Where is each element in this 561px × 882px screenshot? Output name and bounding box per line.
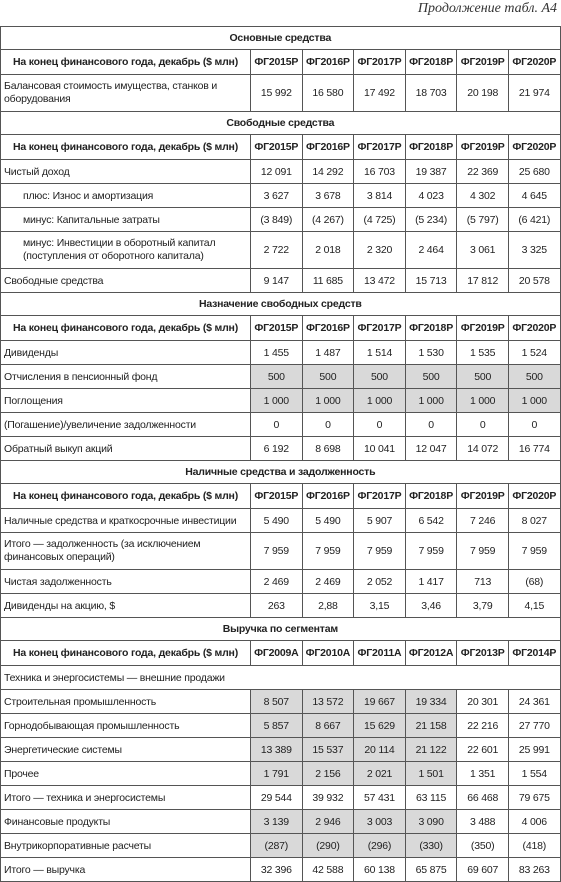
header-year: ФГ2015P bbox=[251, 50, 303, 75]
table-cell: 1 514 bbox=[354, 341, 406, 365]
table-cell: 500 bbox=[302, 365, 354, 389]
table-row bbox=[1, 666, 561, 690]
table-cell: 20 198 bbox=[457, 75, 509, 112]
header-year: ФГ2016P bbox=[302, 484, 354, 509]
table-cell: 20 578 bbox=[508, 269, 560, 293]
table-cell: 2 469 bbox=[302, 570, 354, 594]
section-title: Выручка по сегментам bbox=[1, 618, 561, 641]
header-year: ФГ2019P bbox=[457, 316, 509, 341]
table-cell: 3 627 bbox=[251, 184, 303, 208]
table-cell: 7 246 bbox=[457, 509, 509, 533]
table-cell: 29 544 bbox=[251, 786, 303, 810]
table-cell: 1 524 bbox=[508, 341, 560, 365]
table-row bbox=[1, 184, 561, 208]
table-cell: 1 000 bbox=[302, 389, 354, 413]
table-row bbox=[1, 834, 561, 858]
table-cell: 32 396 bbox=[251, 858, 303, 882]
table-cell: 4 645 bbox=[508, 184, 560, 208]
table-cell: 0 bbox=[508, 413, 560, 437]
header-row bbox=[1, 641, 561, 666]
table-row bbox=[1, 533, 561, 570]
table-cell: 65 875 bbox=[405, 858, 457, 882]
table-cell: 21 122 bbox=[405, 738, 457, 762]
row-label: Строительная промышленность bbox=[1, 690, 251, 714]
table-cell: 1 000 bbox=[405, 389, 457, 413]
table-row bbox=[1, 786, 561, 810]
table-row bbox=[1, 810, 561, 834]
table-cell: 66 468 bbox=[457, 786, 509, 810]
header-year: ФГ2018P bbox=[405, 316, 457, 341]
table-cell: 713 bbox=[457, 570, 509, 594]
table-cell: 19 667 bbox=[354, 690, 406, 714]
table-cell: (296) bbox=[354, 834, 406, 858]
section-title: Основные средства bbox=[1, 27, 561, 50]
header-year: ФГ2017P bbox=[354, 50, 406, 75]
table-cell: 1 535 bbox=[457, 341, 509, 365]
row-label: Горнодобывающая промышленность bbox=[1, 714, 251, 738]
table-cell: 60 138 bbox=[354, 858, 406, 882]
section-title-row bbox=[1, 27, 561, 50]
table-cell: 19 387 bbox=[405, 160, 457, 184]
header-row bbox=[1, 316, 561, 341]
table-cell: 2 021 bbox=[354, 762, 406, 786]
table-cell: 3 139 bbox=[251, 810, 303, 834]
table-cell: 2 464 bbox=[405, 232, 457, 269]
table-cell: 21 158 bbox=[405, 714, 457, 738]
header-year: ФГ2016P bbox=[302, 50, 354, 75]
table-cell: 6 192 bbox=[251, 437, 303, 461]
table-cell: 1 000 bbox=[251, 389, 303, 413]
table-cell: 1 530 bbox=[405, 341, 457, 365]
row-label: Балансовая стоимость имущества, станков и оборудования bbox=[1, 75, 251, 112]
section-title: Наличные средства и задолженность bbox=[1, 461, 561, 484]
table-cell: 20 301 bbox=[457, 690, 509, 714]
table-cell: 8 667 bbox=[302, 714, 354, 738]
table-cell: (290) bbox=[302, 834, 354, 858]
table-cell: 25 680 bbox=[508, 160, 560, 184]
table-caption: Продолжение табл. A4 bbox=[417, 1, 557, 16]
table-cell: 1 501 bbox=[405, 762, 457, 786]
table-cell: 69 607 bbox=[457, 858, 509, 882]
table-cell: (330) bbox=[405, 834, 457, 858]
table-cell: 3 090 bbox=[405, 810, 457, 834]
table-cell: 7 959 bbox=[405, 533, 457, 570]
header-year: ФГ2009A bbox=[251, 641, 303, 666]
table-cell: 1 417 bbox=[405, 570, 457, 594]
table-row bbox=[1, 690, 561, 714]
table-row bbox=[1, 75, 561, 112]
section-title-row bbox=[1, 461, 561, 484]
header-year: ФГ2017P bbox=[354, 484, 406, 509]
row-label: Обратный выкуп акций bbox=[1, 437, 251, 461]
table-row bbox=[1, 269, 561, 293]
header-year: ФГ2017P bbox=[354, 316, 406, 341]
table-cell: (418) bbox=[508, 834, 560, 858]
table-cell: 27 770 bbox=[508, 714, 560, 738]
table-body bbox=[1, 27, 561, 882]
table-cell: 20 114 bbox=[354, 738, 406, 762]
table-cell: 500 bbox=[457, 365, 509, 389]
header-year: ФГ2018P bbox=[405, 135, 457, 160]
row-label: Отчисления в пенсионный фонд bbox=[1, 365, 251, 389]
table-cell: 42 588 bbox=[302, 858, 354, 882]
header-label: На конец финансового года, декабрь ($ млн) bbox=[1, 316, 251, 341]
header-year: ФГ2020P bbox=[508, 50, 560, 75]
table-cell: 83 263 bbox=[508, 858, 560, 882]
table-cell: 22 216 bbox=[457, 714, 509, 738]
row-label: Дивиденды на акцию, $ bbox=[1, 594, 251, 618]
table-row bbox=[1, 365, 561, 389]
table-cell: 3 488 bbox=[457, 810, 509, 834]
table-cell: 3 061 bbox=[457, 232, 509, 269]
table-cell: 3 325 bbox=[508, 232, 560, 269]
header-year: ФГ2020P bbox=[508, 484, 560, 509]
table-row bbox=[1, 714, 561, 738]
header-year: ФГ2017P bbox=[354, 135, 406, 160]
table-cell: 0 bbox=[457, 413, 509, 437]
table-cell: 21 974 bbox=[508, 75, 560, 112]
table-cell: 39 932 bbox=[302, 786, 354, 810]
table-cell: 1 554 bbox=[508, 762, 560, 786]
table-cell: (5 797) bbox=[457, 208, 509, 232]
table-cell: 2 052 bbox=[354, 570, 406, 594]
table-row bbox=[1, 160, 561, 184]
row-label: Свободные средства bbox=[1, 269, 251, 293]
table-cell: 11 685 bbox=[302, 269, 354, 293]
table-cell: 500 bbox=[251, 365, 303, 389]
header-year: ФГ2010A bbox=[302, 641, 354, 666]
table-cell: 16 580 bbox=[302, 75, 354, 112]
header-year: ФГ2012A bbox=[405, 641, 457, 666]
table-cell: 5 490 bbox=[251, 509, 303, 533]
table-cell: 7 959 bbox=[508, 533, 560, 570]
table-cell: 6 542 bbox=[405, 509, 457, 533]
table-cell: (6 421) bbox=[508, 208, 560, 232]
table-cell: 1 351 bbox=[457, 762, 509, 786]
table-cell: 2 722 bbox=[251, 232, 303, 269]
table-cell: 4 006 bbox=[508, 810, 560, 834]
row-label: плюс: Износ и амортизация bbox=[1, 184, 251, 208]
table-cell: 3,79 bbox=[457, 594, 509, 618]
table-cell: 2 320 bbox=[354, 232, 406, 269]
table-cell: 13 572 bbox=[302, 690, 354, 714]
header-year: ФГ2019P bbox=[457, 135, 509, 160]
row-label: Чистый доход bbox=[1, 160, 251, 184]
table-cell: (4 267) bbox=[302, 208, 354, 232]
table-cell: 22 369 bbox=[457, 160, 509, 184]
section-title-row bbox=[1, 618, 561, 641]
table-row bbox=[1, 570, 561, 594]
row-label: Дивиденды bbox=[1, 341, 251, 365]
table-cell: 0 bbox=[405, 413, 457, 437]
table-cell: 7 959 bbox=[457, 533, 509, 570]
table-cell: 19 334 bbox=[405, 690, 457, 714]
header-year: ФГ2015P bbox=[251, 135, 303, 160]
header-label: На конец финансового года, декабрь ($ млн) bbox=[1, 484, 251, 509]
row-label: минус: Инвестиции в оборотный капитал (поступления от оборотного капитала) bbox=[1, 232, 251, 269]
header-row bbox=[1, 484, 561, 509]
table-cell: 2 156 bbox=[302, 762, 354, 786]
header-year: ФГ2014P bbox=[508, 641, 560, 666]
table-cell: 4 023 bbox=[405, 184, 457, 208]
table-row bbox=[1, 232, 561, 269]
table-cell: 4 302 bbox=[457, 184, 509, 208]
row-label: Финансовые продукты bbox=[1, 810, 251, 834]
table-cell: 3,46 bbox=[405, 594, 457, 618]
section-title-row bbox=[1, 293, 561, 316]
header-year: ФГ2019P bbox=[457, 484, 509, 509]
table-row bbox=[1, 413, 561, 437]
table-cell: 15 713 bbox=[405, 269, 457, 293]
table-cell: 500 bbox=[405, 365, 457, 389]
header-year: ФГ2019P bbox=[457, 50, 509, 75]
table-cell: 57 431 bbox=[354, 786, 406, 810]
row-label: Внутрикорпоративные расчеты bbox=[1, 834, 251, 858]
row-label: Итого — задолженность (за исключением финансовых операций) bbox=[1, 533, 251, 570]
table-cell: 13 389 bbox=[251, 738, 303, 762]
table-row bbox=[1, 389, 561, 413]
header-year: ФГ2020P bbox=[508, 316, 560, 341]
header-label: На конец финансового года, декабрь ($ млн) bbox=[1, 50, 251, 75]
table-cell: (68) bbox=[508, 570, 560, 594]
header-year: ФГ2016P bbox=[302, 316, 354, 341]
section-title: Свободные средства bbox=[1, 112, 561, 135]
table-cell: 5 490 bbox=[302, 509, 354, 533]
table-cell: 2 469 bbox=[251, 570, 303, 594]
table-cell: 17 492 bbox=[354, 75, 406, 112]
table-cell: 2 018 bbox=[302, 232, 354, 269]
table-cell: 500 bbox=[354, 365, 406, 389]
table-cell: 3 003 bbox=[354, 810, 406, 834]
header-year: ФГ2016P bbox=[302, 135, 354, 160]
table-cell: 14 292 bbox=[302, 160, 354, 184]
table-cell: 1 487 bbox=[302, 341, 354, 365]
table-cell: 15 629 bbox=[354, 714, 406, 738]
table-cell: 15 537 bbox=[302, 738, 354, 762]
table-row bbox=[1, 341, 561, 365]
header-year: ФГ2013P bbox=[457, 641, 509, 666]
table-cell: 3 678 bbox=[302, 184, 354, 208]
table-cell: 8 507 bbox=[251, 690, 303, 714]
table-cell: 0 bbox=[354, 413, 406, 437]
table-cell: 17 812 bbox=[457, 269, 509, 293]
row-label: минус: Капитальные затраты bbox=[1, 208, 251, 232]
row-label: Энергетические системы bbox=[1, 738, 251, 762]
table-cell: 25 991 bbox=[508, 738, 560, 762]
header-label: На конец финансового года, декабрь ($ млн) bbox=[1, 135, 251, 160]
row-label: Поглощения bbox=[1, 389, 251, 413]
table-cell: 12 047 bbox=[405, 437, 457, 461]
table-cell: (3 849) bbox=[251, 208, 303, 232]
row-label: Техника и энергосистемы — внешние продажи bbox=[1, 666, 561, 690]
section-title: Назначение свободных средств bbox=[1, 293, 561, 316]
table-cell: 15 992 bbox=[251, 75, 303, 112]
table-cell: 22 601 bbox=[457, 738, 509, 762]
header-year: ФГ2015P bbox=[251, 316, 303, 341]
table-cell: 10 041 bbox=[354, 437, 406, 461]
header-year: ФГ2018P bbox=[405, 50, 457, 75]
table-row bbox=[1, 437, 561, 461]
financial-table bbox=[0, 26, 561, 882]
table-cell: 3 814 bbox=[354, 184, 406, 208]
header-year: ФГ2015P bbox=[251, 484, 303, 509]
table-cell: 14 072 bbox=[457, 437, 509, 461]
header-row bbox=[1, 50, 561, 75]
table-row bbox=[1, 509, 561, 533]
table-cell: 7 959 bbox=[354, 533, 406, 570]
table-cell: 8 027 bbox=[508, 509, 560, 533]
table-cell: 63 115 bbox=[405, 786, 457, 810]
header-year: ФГ2020P bbox=[508, 135, 560, 160]
table-cell: 1 791 bbox=[251, 762, 303, 786]
header-label: На конец финансового года, декабрь ($ млн) bbox=[1, 641, 251, 666]
table-cell: 18 703 bbox=[405, 75, 457, 112]
row-label: (Погашение)/увеличение задолженности bbox=[1, 413, 251, 437]
table-row bbox=[1, 738, 561, 762]
table-cell: 1 000 bbox=[508, 389, 560, 413]
table-cell: 79 675 bbox=[508, 786, 560, 810]
header-row bbox=[1, 135, 561, 160]
table-cell: 0 bbox=[302, 413, 354, 437]
header-year: ФГ2011A bbox=[354, 641, 406, 666]
table-cell: 7 959 bbox=[302, 533, 354, 570]
table-cell: 24 361 bbox=[508, 690, 560, 714]
table-cell: 5 857 bbox=[251, 714, 303, 738]
table-cell: 7 959 bbox=[251, 533, 303, 570]
table-cell: 2 946 bbox=[302, 810, 354, 834]
table-cell: 1 455 bbox=[251, 341, 303, 365]
table-cell: 16 774 bbox=[508, 437, 560, 461]
row-label: Прочее bbox=[1, 762, 251, 786]
table-cell: 16 703 bbox=[354, 160, 406, 184]
row-label: Чистая задолженность bbox=[1, 570, 251, 594]
row-label: Итого — техника и энергосистемы bbox=[1, 786, 251, 810]
table-cell: (350) bbox=[457, 834, 509, 858]
table-cell: 4,15 bbox=[508, 594, 560, 618]
row-label: Наличные средства и краткосрочные инвестиции bbox=[1, 509, 251, 533]
table-cell: 1 000 bbox=[457, 389, 509, 413]
table-cell: 2,88 bbox=[302, 594, 354, 618]
table-row bbox=[1, 762, 561, 786]
header-year: ФГ2018P bbox=[405, 484, 457, 509]
table-cell: 500 bbox=[508, 365, 560, 389]
table-cell: (5 234) bbox=[405, 208, 457, 232]
table-cell: 5 907 bbox=[354, 509, 406, 533]
table-row bbox=[1, 208, 561, 232]
section-title-row bbox=[1, 112, 561, 135]
table-row bbox=[1, 594, 561, 618]
table-cell: 3,15 bbox=[354, 594, 406, 618]
table-cell: 8 698 bbox=[302, 437, 354, 461]
table-cell: (4 725) bbox=[354, 208, 406, 232]
row-label: Итого — выручка bbox=[1, 858, 251, 882]
table-cell: 1 000 bbox=[354, 389, 406, 413]
table-cell: 12 091 bbox=[251, 160, 303, 184]
table-cell: (287) bbox=[251, 834, 303, 858]
table-cell: 0 bbox=[251, 413, 303, 437]
table-cell: 263 bbox=[251, 594, 303, 618]
table-cell: 13 472 bbox=[354, 269, 406, 293]
table-cell: 9 147 bbox=[251, 269, 303, 293]
